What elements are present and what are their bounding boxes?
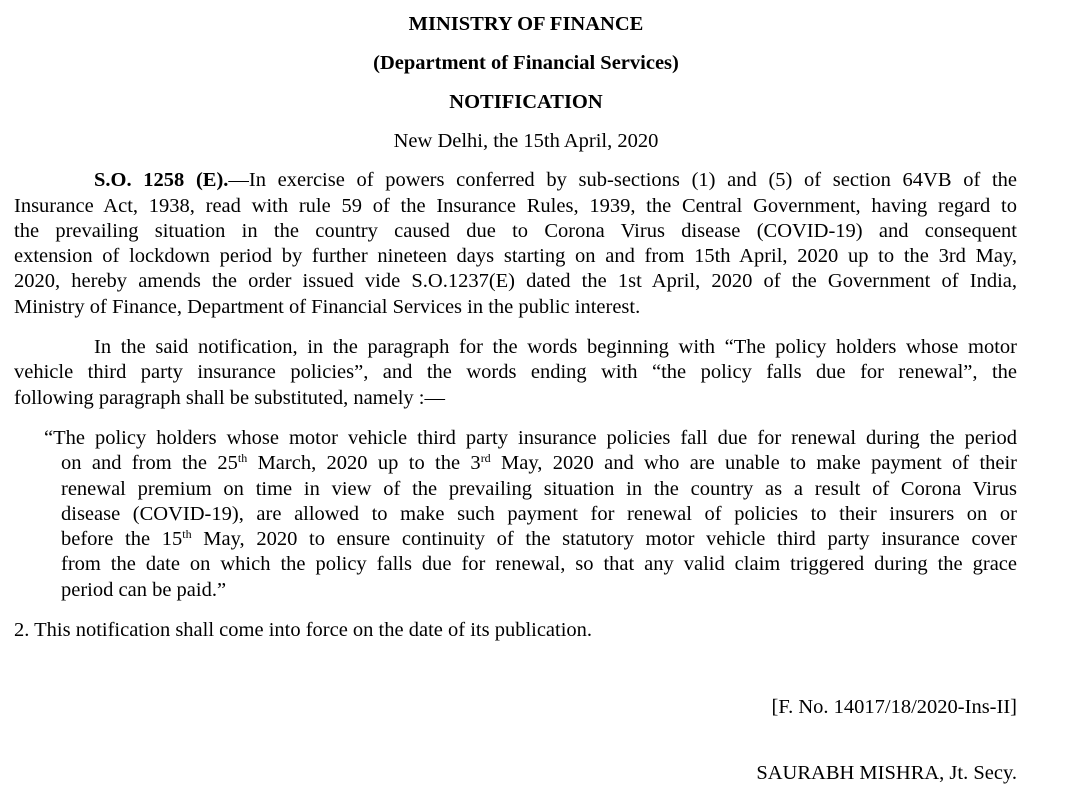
quote-line-6: from the date on which the policy falls due for renewal, so that any valid claim triggered during the grace [61,553,1017,575]
para3: 2. This notification shall come into force on the date of its publication. [14,619,593,641]
quote-sup-th: th [237,451,248,465]
file-number: [F. No. 14017/18/2020-Ins-II] [771,696,1017,718]
quote-line-5-b: May, 2020 to ensure continuity of the statutory motor vehicle third party insurance cover [191,528,1017,550]
quote-line-4: disease (COVID-19), are allowed to make such payment for renewal of policies to their insurers on or [61,503,1017,525]
para1-line-1-text: —In exercise of powers conferred by sub-sections (1) and (5) of section 64VB of the [228,169,1017,191]
so-number: S.O. 1258 (E). [94,169,229,191]
para2-line-1: In the said notification, in the paragraph for the words beginning with “The policy holders whose motor [94,336,1017,358]
quote-line-7: period can be paid.” [61,579,227,601]
para2-line-2: vehicle third party insurance policies”, and the words ending with “the policy falls due for renewal”, the [14,361,1017,383]
quote-line-5-a: before the 15 [61,528,183,550]
para1-line-4: extension of lockdown period by further nineteen days starting on and from 15th April, 2020 up to the 3rd May, [14,245,1017,267]
quote-line-1: “The policy holders whose motor vehicle third party insurance policies fall due for renewal during the period [44,427,1017,449]
quote-line-5 [61,527,1017,552]
para1-line-3: the prevailing situation in the country caused due to Corona Virus disease (COVID-19) and consequent [14,220,1017,242]
quote-line-2-c: May, 2020 and who are unable to make payment of their [490,452,1018,474]
para2-line-3: following paragraph shall be substituted, namely :— [14,387,445,409]
quote-line-3: renewal premium on time in view of the prevailing situation in the country as a result of Corona Virus [61,478,1017,500]
para1-line-6: Ministry of Finance, Department of Financial Services in the public interest. [14,296,641,318]
para1-line-5: 2020, hereby amends the order issued vide S.O.1237(E) dated the 1st April, 2020 of the Government of India, [14,270,1017,292]
quote-sup-th-2: th [182,527,192,541]
department-heading: (Department of Financial Services) [373,52,679,74]
quote-sup-rd: rd [480,451,491,465]
notification-title: NOTIFICATION [449,91,603,113]
para1-line-2: Insurance Act, 1938, read with rule 59 of the Insurance Rules, 1939, the Central Government, having regard to [14,195,1017,217]
para1-line-1 [94,168,1017,193]
ministry-heading: MINISTRY OF FINANCE [408,13,644,35]
quote-line-2-a: on and from the 25 [61,452,238,474]
quote-line-2-b: March, 2020 up to the 3 [247,452,481,474]
place-date: New Delhi, the 15th April, 2020 [393,130,659,152]
quote-line-2 [61,451,1017,476]
signature: SAURABH MISHRA, Jt. Secy. [756,762,1017,784]
